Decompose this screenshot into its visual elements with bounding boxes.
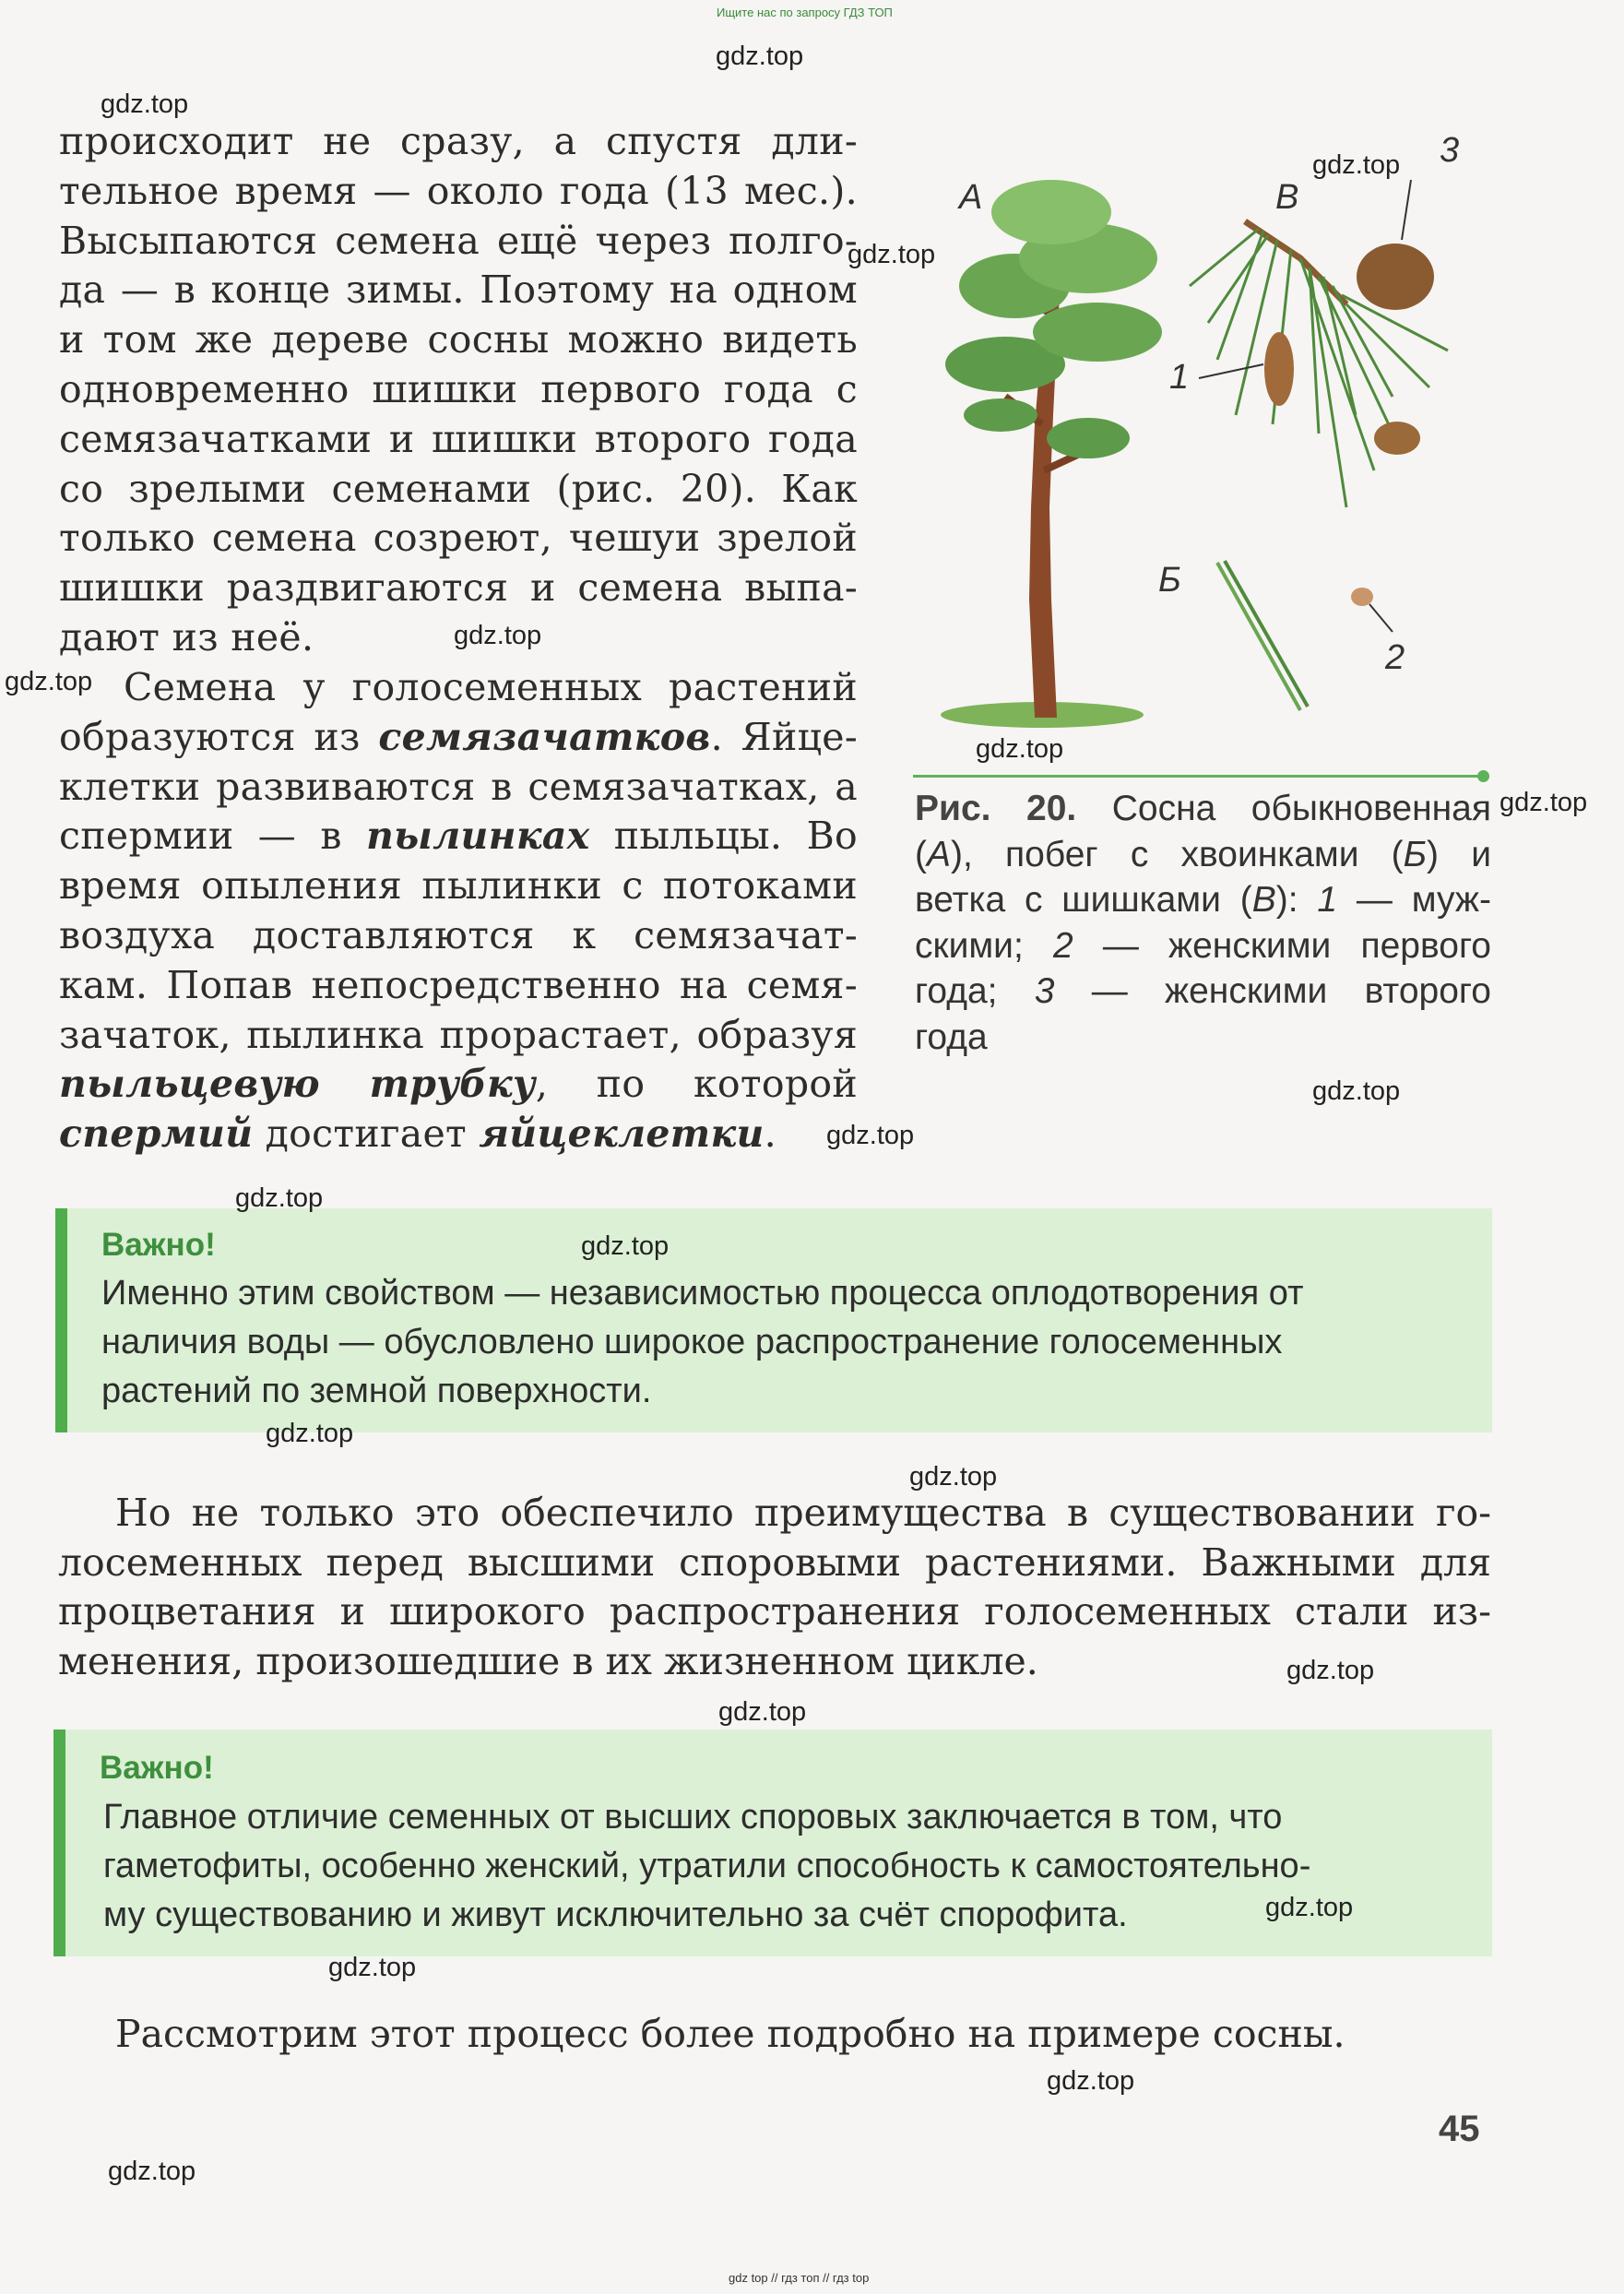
watermark: gdz.top <box>1265 1893 1354 1922</box>
text-line: спермий достигает яйцеклетки. <box>59 1111 776 1157</box>
watermark: gdz.top <box>826 1121 915 1150</box>
watermark: gdz.top <box>235 1183 324 1213</box>
figure-number-2: 2 <box>1385 638 1405 677</box>
watermark: gdz.top <box>1047 2066 1135 2096</box>
watermark: gdz.top <box>718 1697 807 1727</box>
box-accent-bar <box>55 1208 67 1432</box>
text-line: и том же дереве сосны можно видеть <box>59 317 858 363</box>
watermark: gdz.top <box>101 89 189 119</box>
figure-number-3: 3 <box>1440 131 1460 170</box>
term-egg-cell: яйцеклетки <box>479 1111 765 1157</box>
important-text: Главное отличие семенных от высших споровых заключается в том, что гаметофиты, особенно женский, утратили способность к самостоятельно- му существованию и живут исключительно за счёт спорофита. <box>103 1798 1311 1934</box>
text-line: одновременно шишки первого года с <box>59 366 858 411</box>
watermark: gdz.top <box>5 667 93 696</box>
needle-drawing <box>1217 563 1300 710</box>
cone-second-year <box>1357 244 1434 310</box>
important-heading: Важно! <box>101 1227 216 1263</box>
cone-small <box>1374 422 1420 455</box>
important-text: Именно этим свойством — независимостью процесса оплодотворения от наличия воды — обусловлено широкое распространение голосеменных растений по земной поверхности. <box>101 1274 1304 1410</box>
text-line: только семена созреют, чешуи зрелой <box>59 516 858 561</box>
watermark: gdz.top <box>848 240 936 269</box>
text-line: кам. Попав непосредственно на семя- <box>59 962 858 1007</box>
term-ovules: семязачатков <box>378 714 711 759</box>
important-box-1 <box>55 1208 1492 1432</box>
caption-line: Рис. 20. Сосна обыкновенная <box>915 789 1491 828</box>
text-line: Семена у голосеменных растений <box>124 665 858 709</box>
figure-label-b: Б <box>1158 561 1181 600</box>
caption-line: (А), побег с хвоинками (Б) и <box>915 834 1491 874</box>
caption-line: года; 3 — женскими второго <box>915 971 1491 1011</box>
figure-pine-illustration <box>913 120 1503 747</box>
watermark: gdz.top <box>976 734 1064 764</box>
caption-label: Рис. 20. <box>915 789 1077 828</box>
watermark: gdz.top <box>1312 150 1401 180</box>
cone-male <box>1264 332 1294 406</box>
figure-caption <box>915 786 1491 1060</box>
figure-number-1: 1 <box>1169 358 1190 397</box>
caption-line: года <box>915 1016 988 1057</box>
bottom-banner: gdz top // гдз топ // гдз top <box>729 2271 870 2285</box>
text-line: шишки раздвигаются и семена выпа- <box>59 565 858 611</box>
watermark: gdz.top <box>454 621 542 650</box>
text-line: зачаток, пылинка прорастает, образуя <box>59 1012 858 1057</box>
text-line: Высыпаются семена ещё через полго- <box>59 218 858 263</box>
pine-tree-drawing <box>941 180 1162 728</box>
text-line: клетки развиваются в семязачатках, а <box>59 764 858 809</box>
caption-rule <box>913 775 1485 778</box>
text-line: образуются из семязачатков. Яйце- <box>59 714 859 759</box>
cone-first-year <box>1351 588 1373 606</box>
text-line: да — в конце зимы. Поэтому на одном <box>59 267 858 313</box>
text-line: тельное время — около года (13 мес.). <box>59 168 858 213</box>
top-banner: Ищите нас по запросу ГДЗ ТОП <box>717 6 893 19</box>
paragraph-3: Но не только это обеспечило преимущества в существовании го- лосеменных перед высшими споровыми растениями. Важными для процветания и широкого распространения голосеменных стали из- менения, произошедшие в их жизненном цикле. <box>58 1491 1491 1683</box>
figure-label-v: В <box>1275 178 1299 217</box>
watermark: gdz.top <box>716 42 804 71</box>
paragraph-1 <box>59 117 858 663</box>
text-line: дают из неё. <box>59 614 314 660</box>
paragraph-4: Рассмотрим этот процесс более подробно на примере сосны. <box>115 2012 1345 2056</box>
watermark: gdz.top <box>1312 1076 1401 1106</box>
watermark: gdz.top <box>108 2157 196 2186</box>
caption-dot <box>1477 770 1489 782</box>
caption-line: ветка с шишками (В): 1 — муж- <box>915 880 1491 920</box>
figure-label-a: А <box>959 178 983 217</box>
important-heading: Важно! <box>100 1750 214 1786</box>
text-line: пыльцевую трубку, по которой <box>59 1062 858 1107</box>
watermark: gdz.top <box>1286 1656 1375 1685</box>
text-line: происходит не сразу, а спустя дли- <box>59 119 858 163</box>
watermark: gdz.top <box>909 1462 998 1492</box>
text-line: спермии — в пылинках пыльцы. Во <box>59 814 858 859</box>
watermark: gdz.top <box>266 1419 354 1448</box>
text-line: воздуха доставляются к семязачат- <box>59 912 858 957</box>
text-line: семязачатками и шишки второго года <box>59 416 858 461</box>
watermark: gdz.top <box>581 1231 670 1261</box>
watermark: gdz.top <box>1500 788 1588 817</box>
text-line: со зрелыми семенами (рис. 20). Как <box>59 466 858 511</box>
term-pollen-tube: пыльцевую трубку <box>59 1062 536 1107</box>
text-line: время опыления пылинки с потоками <box>59 863 858 909</box>
watermark: gdz.top <box>328 1953 417 1982</box>
term-pollen-grains: пылинках <box>366 814 590 859</box>
box-accent-bar <box>53 1729 65 1956</box>
page-number: 45 <box>1439 2109 1480 2149</box>
caption-line: скими; 2 — женскими первого <box>915 925 1491 966</box>
term-sperm: спермий <box>59 1111 254 1157</box>
paragraph-2 <box>59 663 858 1159</box>
